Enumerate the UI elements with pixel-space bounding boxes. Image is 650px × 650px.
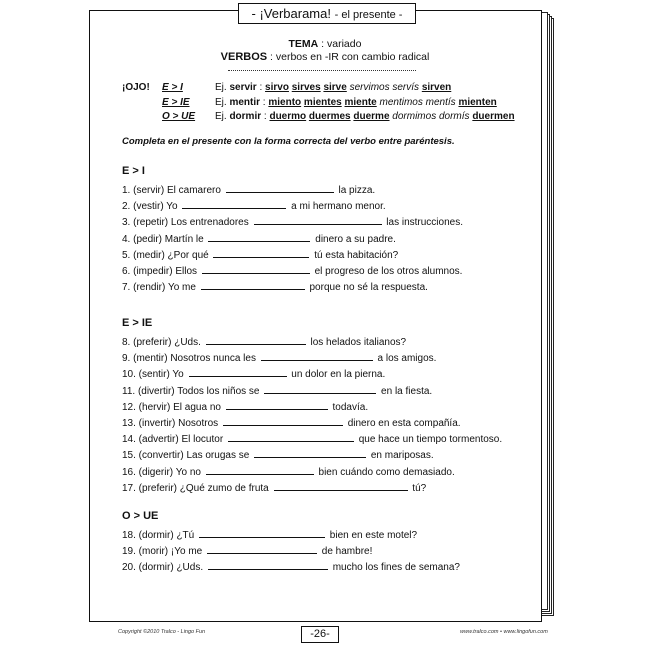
exercise-continuation: dinero en esta compañía. <box>347 418 461 429</box>
answer-blank[interactable] <box>223 416 343 426</box>
answer-blank[interactable] <box>201 280 305 290</box>
answer-blank[interactable] <box>182 199 286 209</box>
ojo-category: E > I <box>162 82 183 93</box>
exercise-prompt: 3. (repetir) Los entrenadores <box>122 217 249 229</box>
answer-blank[interactable] <box>274 481 408 491</box>
conjugated-form: mientes <box>303 97 342 108</box>
exercise-continuation: a mi hermano menor. <box>291 201 386 213</box>
conjugated-form: duermo <box>269 111 307 122</box>
exercise-item <box>122 400 368 413</box>
section-title: O > UE <box>122 510 159 522</box>
exercise-item <box>122 280 428 293</box>
answer-blank[interactable] <box>208 560 328 570</box>
exercise-prompt: 10. (sentir) Yo <box>122 369 184 381</box>
answer-blank[interactable] <box>264 384 376 394</box>
dotted-divider <box>228 70 416 71</box>
websites-text: www.tralco.com • www.lingofun.com <box>460 629 548 635</box>
ojo-category: E > IE <box>162 97 190 108</box>
section-title: E > IE <box>122 317 153 329</box>
ojo-example <box>215 97 497 108</box>
conjugated-form: miente <box>344 97 377 108</box>
exercise-item <box>122 560 460 573</box>
exercise-continuation: que hace un tiempo tormentoso. <box>358 434 503 446</box>
exercise-prompt: 1. (servir) El camarero <box>122 185 221 196</box>
conjugated-form: sirves <box>291 82 321 93</box>
exercise-prompt: 8. (preferir) ¿Uds. <box>122 337 201 348</box>
tema-value: : variado <box>318 38 362 50</box>
exercise-item <box>122 335 406 348</box>
conjugated-form: miento <box>268 97 302 108</box>
exercise-prompt: 9. (mentir) Nosotros nunca les <box>122 353 256 365</box>
exercise-prompt: 11. (divertir) Todos los niños se <box>122 385 260 397</box>
answer-blank[interactable] <box>208 232 310 242</box>
exercise-continuation: a los amigos. <box>377 353 437 365</box>
exercise-prompt: 14. (advertir) El locutor <box>122 434 224 446</box>
exercise-continuation: bien cuándo como demasiado. <box>318 466 455 478</box>
exercise-item <box>122 481 426 494</box>
answer-blank[interactable] <box>206 335 306 345</box>
conjugated-form: sirve <box>323 82 347 93</box>
example-verb: dormir <box>229 111 262 122</box>
exercise-prompt: 7. (rendir) Yo me <box>122 282 196 294</box>
answer-blank[interactable] <box>226 183 334 193</box>
conjugated-form: duerme <box>353 111 390 122</box>
tema-label: TEMA <box>288 38 319 50</box>
exercise-prompt: 2. (vestir) Yo <box>122 201 178 213</box>
answer-blank[interactable] <box>202 264 310 274</box>
conjugated-form: mienten <box>458 97 497 108</box>
answer-blank[interactable] <box>228 432 354 442</box>
exercise-prompt: 15. (convertir) Las orugas se <box>122 450 250 462</box>
exercise-item <box>122 416 461 429</box>
exercise-item <box>122 432 502 445</box>
example-colon: : <box>260 97 269 108</box>
exercise-item <box>122 528 417 541</box>
exercise-continuation: tú? <box>412 482 427 494</box>
copyright-text: Copyright ©2010 Tralco - Lingo Fun <box>118 629 206 635</box>
answer-blank[interactable] <box>213 248 309 258</box>
exercise-continuation: todavía. <box>332 401 369 413</box>
exercise-item <box>122 183 375 196</box>
exercise-prompt: 17. (preferir) ¿Qué zumo de fruta <box>122 482 269 494</box>
exercise-continuation: dinero a su padre. <box>315 233 396 245</box>
exercise-prompt: 16. (digerir) Yo no <box>122 466 201 478</box>
exercise-item <box>122 248 398 261</box>
conjugated-form: sirven <box>421 82 452 93</box>
conjugated-form: sirvo <box>265 82 289 93</box>
exercise-item <box>122 384 432 397</box>
answer-blank[interactable] <box>199 528 325 538</box>
exercise-item <box>122 232 396 245</box>
exercise-continuation: tú esta habitación? <box>314 249 399 261</box>
ojo-label: ¡OJO! <box>122 82 150 93</box>
tema-line <box>0 38 650 50</box>
exercise-prompt: 13. (invertir) Nosotros <box>122 418 219 429</box>
exercise-continuation: bien en este motel? <box>329 530 418 541</box>
ojo-example <box>215 111 515 122</box>
section-title: E > I <box>122 165 145 177</box>
answer-blank[interactable] <box>254 448 366 458</box>
unchanged-forms: mentimos mentís <box>379 97 456 108</box>
exercise-continuation: un dolor en la pierna. <box>291 369 386 381</box>
example-verb: servir <box>229 82 257 93</box>
page-number: -26- <box>301 626 339 643</box>
exercise-item <box>122 199 386 212</box>
example-prefix: Ej. <box>215 97 230 108</box>
exercise-item <box>122 448 434 461</box>
verbos-line <box>0 51 650 63</box>
exercise-prompt: 5. (medir) ¿Por qué <box>122 249 209 261</box>
answer-blank[interactable] <box>254 215 382 225</box>
answer-blank[interactable] <box>189 367 287 377</box>
exercise-prompt: 6. (impedir) Ellos <box>122 266 198 277</box>
exercise-continuation: los helados italianos? <box>310 337 407 348</box>
example-colon: : <box>261 111 270 122</box>
exercise-prompt: 12. (hervir) El agua no <box>122 401 221 413</box>
exercise-item <box>122 351 436 364</box>
example-verb: mentir <box>229 97 261 108</box>
exercise-item <box>122 215 463 228</box>
header-subtitle: - el presente - <box>334 9 403 21</box>
exercise-prompt: 4. (pedir) Martín le <box>122 233 204 245</box>
exercise-prompt: 20. (dormir) ¿Uds. <box>122 562 204 574</box>
exercise-item <box>122 367 385 380</box>
example-colon: : <box>256 82 266 93</box>
answer-blank[interactable] <box>226 400 328 410</box>
conjugated-form: duermes <box>308 111 351 122</box>
exercise-continuation: mucho los fines de semana? <box>332 562 460 574</box>
unchanged-forms: dormimos dormís <box>392 111 470 122</box>
ojo-example <box>215 82 451 93</box>
exercise-prompt: 19. (morir) ¡Yo me <box>122 546 203 558</box>
instructions: Completa en el presente con la forma correcta del verbo entre paréntesis. <box>122 136 455 147</box>
exercise-continuation: la pizza. <box>338 185 376 196</box>
exercise-prompt: 18. (dormir) ¿Tú <box>122 530 195 541</box>
answer-blank[interactable] <box>207 544 317 554</box>
exercise-continuation: las instrucciones. <box>386 217 463 229</box>
answer-blank[interactable] <box>261 351 373 361</box>
exercise-continuation: de hambre! <box>321 546 373 558</box>
example-prefix: Ej. <box>215 82 230 93</box>
ojo-category: O > UE <box>162 111 196 122</box>
verbos-value: : verbos en -IR con cambio radical <box>267 51 430 63</box>
exercise-continuation: en la fiesta. <box>381 385 433 397</box>
unchanged-forms: servimos servís <box>349 82 420 93</box>
example-prefix: Ej. <box>215 111 230 122</box>
header-title: - ¡Verbarama! <box>251 6 331 21</box>
conjugated-form: duermen <box>472 111 515 122</box>
exercise-continuation: en mariposas. <box>370 450 434 462</box>
exercise-item <box>122 264 462 277</box>
exercise-continuation: porque no sé la respuesta. <box>309 282 428 294</box>
answer-blank[interactable] <box>206 465 314 475</box>
exercise-item <box>122 544 372 557</box>
verbos-label: VERBOS <box>220 51 268 63</box>
header-title-box <box>238 3 416 24</box>
exercise-item <box>122 465 455 478</box>
exercise-continuation: el progreso de los otros alumnos. <box>314 266 463 277</box>
